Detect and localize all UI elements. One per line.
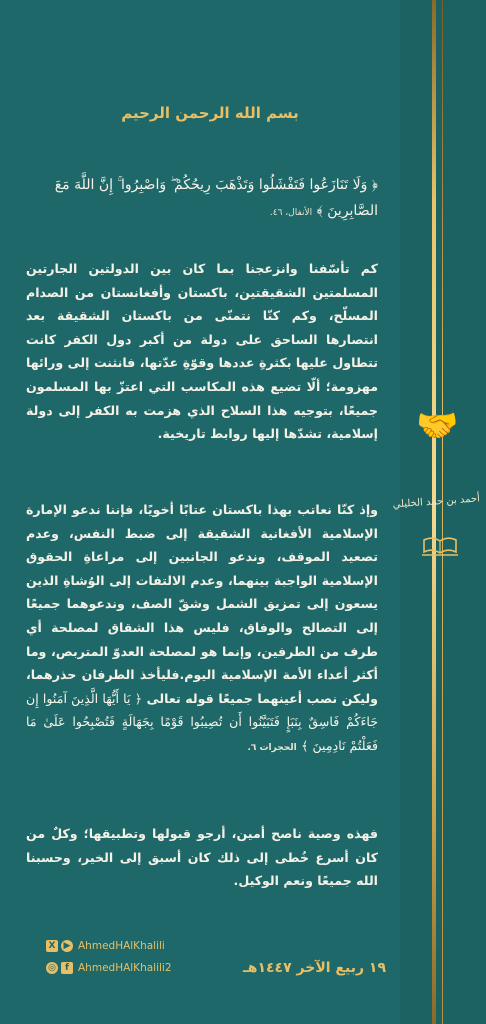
clasped-hands-icon: 🤝 — [416, 406, 459, 446]
quran-verse-block — [26, 172, 378, 226]
quran-reference: الأنفال، ٤٦. — [269, 208, 313, 218]
quran-reference-2: الحجرات ٦. — [247, 742, 297, 753]
quran-verse-2: ﴿ يَا أَيُّهَا الَّذِينَ آمَنُوا إِن جَاءَكُمْ فَاسِقٌ بِنَبَإٍ فَتَبَيَّنُوا أَن تُصِيبُوا قَوْمًا بِجَهَالَةٍ فَتُصْبِحُوا عَلَىٰ مَا فَعَلْتُمْ نَادِمِينَ ﴾ — [26, 690, 378, 753]
social-links — [46, 938, 226, 978]
paragraph-3: فهذه وصية ناصح أمين، أرجو قبولها وتطبيقها؛ وكلٌ من كان أسرع خُطى إلى ذلك كان أسبق إلى الخير، وحسبنا الله جميعًا ونعم الوكيل. — [26, 826, 378, 889]
signature: أحمد بن حمد الخليلي — [392, 493, 481, 511]
open-book-icon — [420, 532, 460, 558]
social-row-2 — [46, 960, 172, 976]
basmala-heading: بسم الله الرحمن الرحيم — [121, 104, 299, 122]
x-icon[interactable]: X — [46, 940, 58, 952]
facebook-icon[interactable]: f — [61, 962, 73, 974]
instagram-icon[interactable]: ◎ — [46, 962, 58, 974]
text-column — [26, 0, 394, 1024]
social-handle-1[interactable]: AhmedHAlKhalili — [78, 940, 165, 952]
paragraph-1: كم تأسّفنا وانزعجنا بما كان بين الدولتين الجارتين المسلمتين الشقيقتين، باكستان وأفغانستان من الصدام المسلّح، وكم كنّا نتمنّى من باكستان الشقيقة بعد انتصارها الساحق على دولة من أكبر دول الكفر كانت تتطاول عليها بكثرةِ عددها وقوّةِ عدّتها، فانثنت إلى ورائها مهزومة؛ ألّا تضيع هذه المكاسب التي اعتزّ بها المسلمون جميعًا، بتوجيه هذا السلاح الذي هزمت به الكفر إلى دولة إسلامية، تشدّها إليها روابط تاريخية. — [26, 261, 378, 442]
youtube-icon[interactable]: ▶ — [61, 940, 73, 952]
date: ١٩ ربيع الآخر ١٤٤٧هـ — [242, 960, 386, 976]
quran-verse: ﴿ وَلَا تَنَازَعُوا فَتَفْشَلُوا وَتَذْهَبَ رِيحُكُمْ ۖ وَاصْبِرُوا ۚ إِنَّ اللَّهَ مَعَ الصَّابِرِينَ ﴾ — [54, 177, 378, 219]
social-row-1 — [46, 938, 165, 954]
social-handle-2[interactable]: AhmedHAlKhalili2 — [78, 962, 172, 974]
paragraph-2-text: وإذ كنّا نعاتب بهذا باكستان عتابًا أخويًا، فإننا ندعو الإمارة الإسلامية الأفغانية الشقيقة إلى ضبط النفس، وعدم تصعيد الموقف، وندعو الجانبين إلى مراعاةِ الحقوق الإسلامية الواجبة بينهما، وعدم الالتفات إلى الوُشاةِ الذين يسعون إلى تمزيق الشمل وشقّ الصف، وندعوهما جميعًا إلى التصالح والوفاق، فليس هذا الشقاق لمصلحة أي طرف من الطرفين، وإنما هو لمصلحة العدوّ المتربص، وما أكثر أعداء الأمة الإسلامية اليوم.فليأخذ الطرفان حذرهما، وليكن نصب أعينهما جميعًا قوله تعالى — [26, 502, 378, 706]
paragraph-2 — [26, 498, 378, 761]
